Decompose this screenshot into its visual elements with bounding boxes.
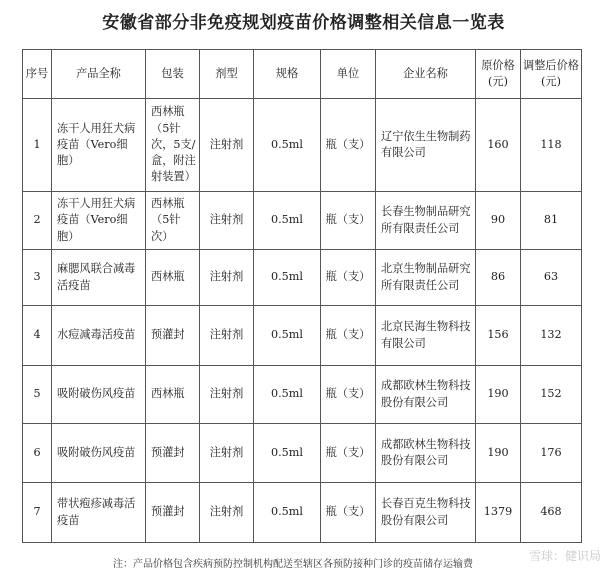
manufacturer: 长春百克生物科技股份有限公司: [376, 483, 476, 543]
packaging: 西林瓶（5针次）: [146, 192, 200, 250]
specification: 0.5ml: [254, 366, 321, 424]
product-name: 冻干人用狂犬病疫苗（Vero细胞）: [52, 99, 146, 192]
packaging: 西林瓶（5针次，5支/盒，附注射装置）: [146, 99, 200, 192]
unit: 瓶（支）: [321, 424, 376, 483]
unit: 瓶（支）: [321, 366, 376, 424]
footnote: 注：产品价格包含疾病预防控制机构配送至辖区各预防接种门诊的疫苗储存运输费: [113, 559, 473, 570]
table-row: [23, 306, 582, 366]
packaging: 预灌封: [146, 306, 200, 366]
original-price: 1379: [476, 483, 521, 543]
row-number: 3: [23, 250, 52, 306]
adjusted-price: 152: [521, 366, 582, 424]
dosage-form: 注射剂: [200, 99, 254, 192]
adjusted-price: 468: [521, 483, 582, 543]
product-name: 带状疱疹减毒活疫苗: [52, 483, 146, 543]
header-cell: 原价格(元): [476, 50, 521, 99]
specification: 0.5ml: [254, 306, 321, 366]
product-name: 吸附破伤风疫苗: [52, 366, 146, 424]
manufacturer: 长春生物制品研究所有限责任公司: [376, 192, 476, 250]
header-cell: 调整后价格(元): [521, 50, 582, 99]
unit: 瓶（支）: [321, 192, 376, 250]
header-row: [23, 50, 582, 99]
product-name: 冻干人用狂犬病疫苗（Vero细胞）: [52, 192, 146, 250]
product-name: 吸附破伤风疫苗: [52, 424, 146, 483]
row-number: 6: [23, 424, 52, 483]
dosage-form: 注射剂: [200, 306, 254, 366]
manufacturer: 成都欧林生物科技股份有限公司: [376, 366, 476, 424]
watermark: 雪球：健识局: [528, 549, 601, 563]
packaging: 西林瓶: [146, 366, 200, 424]
original-price: 160: [476, 99, 521, 192]
unit: 瓶（支）: [321, 306, 376, 366]
unit: 瓶（支）: [321, 99, 376, 192]
original-price: 90: [476, 192, 521, 250]
unit: 瓶（支）: [321, 483, 376, 543]
unit: 瓶（支）: [321, 250, 376, 306]
adjusted-price: 81: [521, 192, 582, 250]
dosage-form: 注射剂: [200, 192, 254, 250]
table-row: [23, 192, 582, 250]
adjusted-price: 132: [521, 306, 582, 366]
adjusted-price: 176: [521, 424, 582, 483]
row-number: 7: [23, 483, 52, 543]
original-price: 156: [476, 306, 521, 366]
original-price: 190: [476, 424, 521, 483]
dosage-form: 注射剂: [200, 250, 254, 306]
adjusted-price: 118: [521, 99, 582, 192]
product-name: 水痘减毒活疫苗: [52, 306, 146, 366]
header-cell: 单位: [321, 50, 376, 99]
vaccine-price-table: [22, 49, 582, 543]
table-row: [23, 483, 582, 543]
header-cell: 企业名称: [376, 50, 476, 99]
adjusted-price: 63: [521, 250, 582, 306]
dosage-form: 注射剂: [200, 366, 254, 424]
manufacturer: 辽宁依生生物制药有限公司: [376, 99, 476, 192]
dosage-form: 注射剂: [200, 483, 254, 543]
specification: 0.5ml: [254, 192, 321, 250]
table-row: [23, 250, 582, 306]
original-price: 86: [476, 250, 521, 306]
header-cell: 序号: [23, 50, 52, 99]
dosage-form: 注射剂: [200, 424, 254, 483]
packaging: 预灌封: [146, 483, 200, 543]
table-row: [23, 99, 582, 192]
header-cell: 规格: [254, 50, 321, 99]
row-number: 4: [23, 306, 52, 366]
specification: 0.5ml: [254, 483, 321, 543]
row-number: 2: [23, 192, 52, 250]
original-price: 190: [476, 366, 521, 424]
specification: 0.5ml: [254, 424, 321, 483]
page-title: 安徽省部分非免疫规划疫苗价格调整相关信息一览表: [102, 13, 505, 33]
table-row: [23, 424, 582, 483]
header-cell: 产品全称: [52, 50, 146, 99]
row-number: 5: [23, 366, 52, 424]
table-row: [23, 366, 582, 424]
manufacturer: 北京民海生物科技有限公司: [376, 306, 476, 366]
packaging: 预灌封: [146, 424, 200, 483]
row-number: 1: [23, 99, 52, 192]
packaging: 西林瓶: [146, 250, 200, 306]
manufacturer: 北京生物制品研究所有限责任公司: [376, 250, 476, 306]
header-cell: 剂型: [200, 50, 254, 99]
specification: 0.5ml: [254, 99, 321, 192]
header-cell: 包装: [146, 50, 200, 99]
specification: 0.5ml: [254, 250, 321, 306]
manufacturer: 成都欧林生物科技股份有限公司: [376, 424, 476, 483]
product-name: 麻腮风联合减毒活疫苗: [52, 250, 146, 306]
